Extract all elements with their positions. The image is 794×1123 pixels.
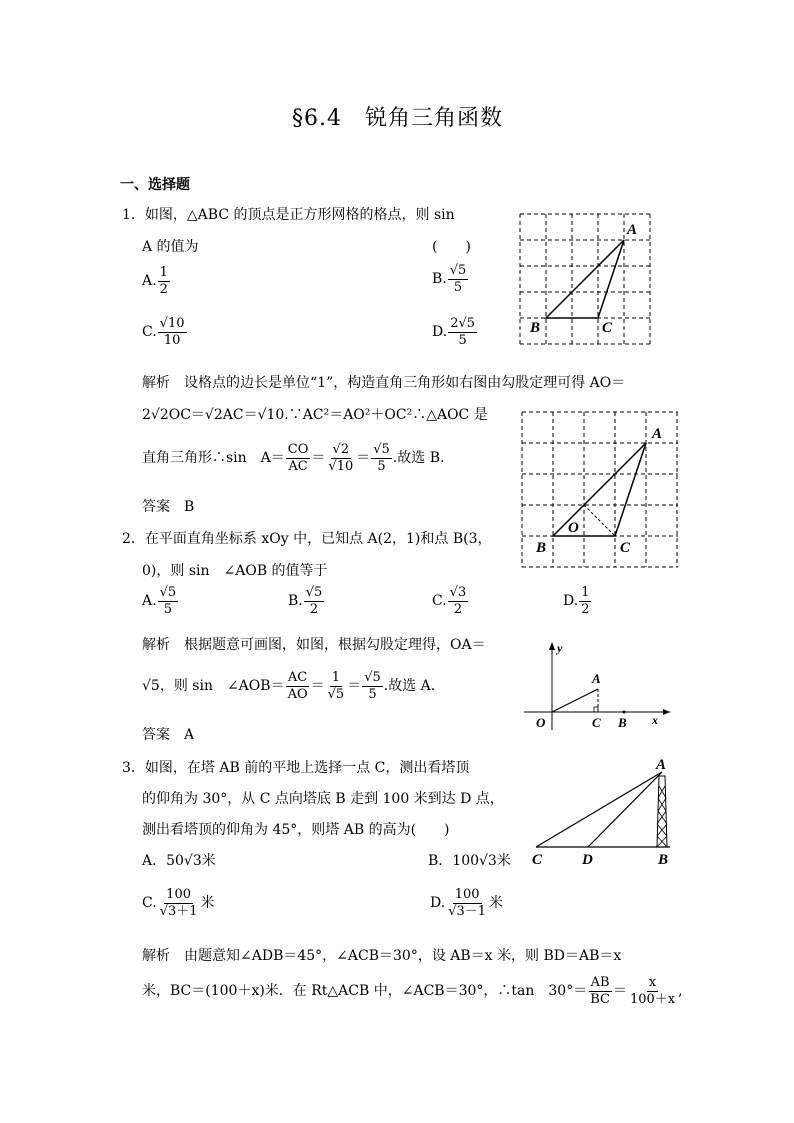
q3-tower-figure <box>528 756 678 868</box>
q3-option-c: C. $\frac{100}{√3+1}$ 米 <box>142 887 215 919</box>
q1-grid-figure <box>516 210 656 350</box>
q3-option-d: D. $\frac{100}{√3-1}$ 米 <box>430 887 504 919</box>
label-a: A <box>652 426 663 442</box>
q3-explanation-line1: 解析 由题意知∠ADB＝45°，∠ACB＝30°，设 AB＝x 米，则 BD＝AB＝x <box>142 948 622 964</box>
q1-explanation-line1: 解析 设格点的边长是单位“1”，构造直角三角形如右图由勾股定理可得 AO＝ <box>142 375 626 391</box>
q1-stem-line2: A 的值为 <box>142 239 199 255</box>
q2-explanation-line2: √5，则 sin ∠AOB＝ $\frac{AC}{AO}$ ＝ $\frac{1}{√5}$ ＝ $\frac{√5}{5}$ .故选 A. <box>142 670 436 702</box>
label-c: C <box>620 540 631 556</box>
q2-option-b: B. $\frac{√5}{2}$ <box>288 585 323 617</box>
label-c: C <box>592 715 601 730</box>
q1-explanation-line2: 2√2OC＝√2AC＝√10.∵AC²＝AO²＋OC²∴△AOC 是 <box>142 407 488 423</box>
q2-coordinate-figure <box>524 640 674 732</box>
q2-option-c: C. $\frac{√3}{2}$ <box>432 585 467 617</box>
label-o: O <box>536 715 546 730</box>
q2-option-a: A. $\frac{√5}{5}$ <box>142 585 177 617</box>
q2-answer: 答案 A <box>142 727 195 743</box>
label-b: B <box>530 320 541 336</box>
q1-option-b: B. $\frac{√5}{5}$ <box>432 263 467 295</box>
page-title: §6.4 锐角三角函数 <box>292 106 503 131</box>
label-b: B <box>618 715 627 730</box>
label-o: O <box>568 520 579 536</box>
q2-explanation-line1: 解析 根据题意可画图，如图，根据勾股定理得，OA＝ <box>142 637 486 653</box>
q2-stem-line2: 0)，则 sin ∠AOB 的值等于 <box>142 563 328 579</box>
label-a: A <box>627 222 638 238</box>
section-heading: 一、选择题 <box>120 177 190 193</box>
q3-stem-line3: 测出看塔顶的仰角为 45°，则塔 AB 的高为( ) <box>142 822 450 838</box>
q3-explanation-line2: 米，BC＝(100＋x)米．在 Rt△ACB 中，∠ACB＝30°，∴tan 30°＝ $\frac{AB}{BC}$ ＝ $\frac{x}{100+x}$ , <box>142 975 683 1007</box>
label-x: x <box>652 713 658 727</box>
q1-explanation-line3: 直角三角形∴sin A＝ $\frac{CO}{AC}$ ＝ $\frac{√2}{√10}$ ＝ $\frac{√5}{5}$ .故选 B. <box>142 442 445 474</box>
q3-stem-line1: 3．如图，在塔 AB 前的平地上选择一点 C，测出看塔顶 <box>122 760 470 776</box>
q1-answer-paren: ( ) <box>432 239 471 255</box>
label-c: C <box>532 852 543 868</box>
q2-stem-line1: 2．在平面直角坐标系 xOy 中，已知点 A(2，1)和点 B(3， <box>122 531 492 547</box>
q1-option-a: A. $\frac{1}{2}$ <box>142 265 168 297</box>
label-y: y <box>557 641 563 655</box>
q1-solution-figure <box>518 408 682 572</box>
label-d: D <box>582 852 593 868</box>
q3-option-b: B．100√3米 <box>428 853 511 869</box>
q1-stem-line1: 1．如图，△ABC 的顶点是正方形网格的格点，则 sin <box>122 207 455 223</box>
q3-stem-line2: 的仰角为 30°，从 C 点向塔底 B 走到 100 米到达 D 点， <box>142 791 504 807</box>
q1-option-c: C. $\frac{√10}{10}$ <box>142 316 185 348</box>
q2-option-d: D. $\frac{1}{2}$ <box>563 585 590 617</box>
q1-option-d: D. $\frac{2√5}{5}$ <box>432 316 476 348</box>
label-b: B <box>536 540 547 556</box>
label-c: C <box>602 320 613 336</box>
label-b: B <box>658 852 669 868</box>
label-a: A <box>656 757 667 773</box>
q1-answer: 答案 B <box>142 499 195 515</box>
label-a: A <box>592 671 601 686</box>
q3-option-a: A．50√3米 <box>142 853 216 869</box>
